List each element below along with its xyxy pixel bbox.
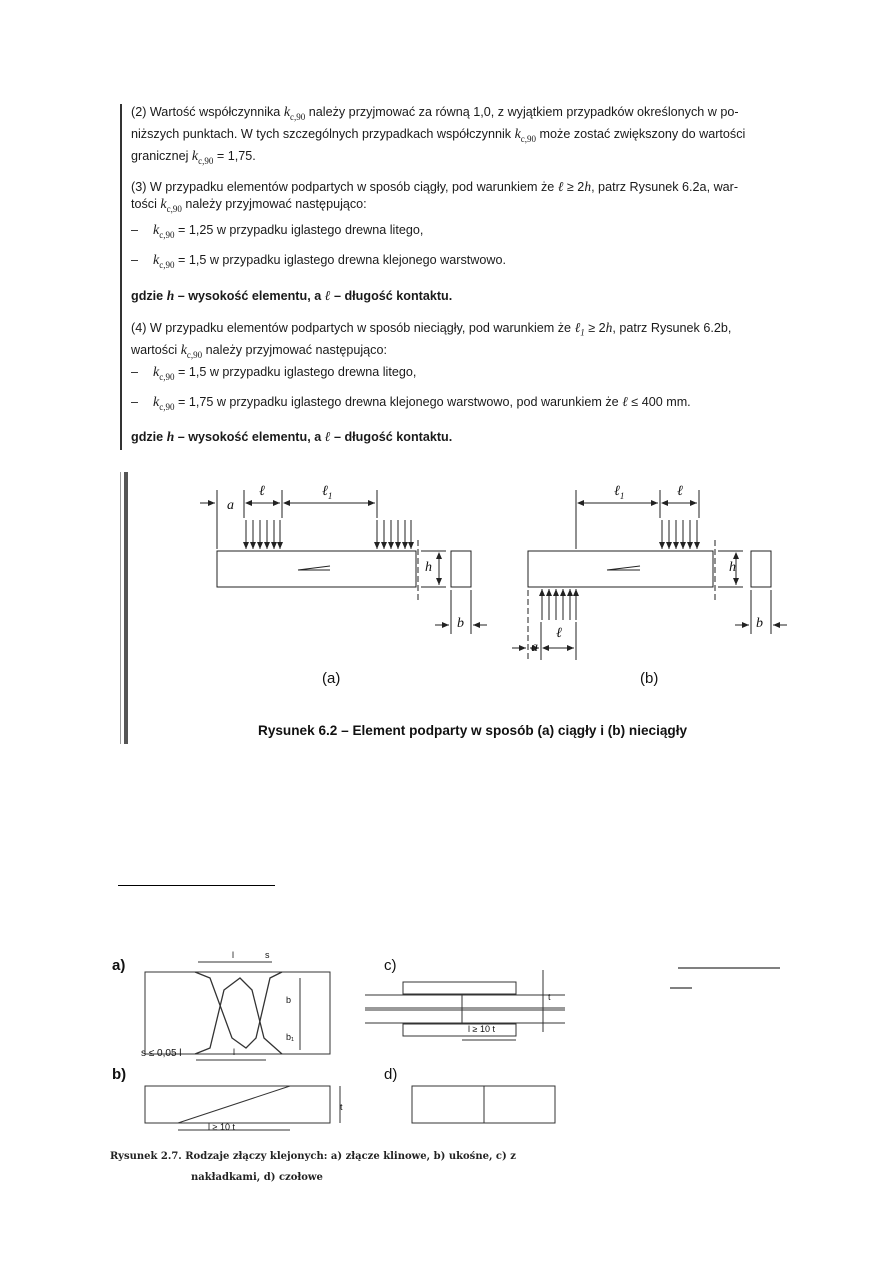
dim-label-l: ℓ (556, 626, 562, 641)
dim-label-b: b (457, 616, 464, 631)
fig27-s-label: s (265, 950, 270, 960)
fig27-b1-label: b₁ (286, 1032, 295, 1042)
load-arrows-a2 (377, 520, 411, 549)
fig27-t-label: t (548, 992, 551, 1002)
paragraph-3: (3) W przypadku elementów podpartych w sposób ciągły, pod warunkiem że ℓ ≥ 2h, patrz Rysunek 6.2a, war- tości $k_{c,90}$ należy przyjmować następująco: (131, 179, 739, 214)
list-item: – $k_{c,90} = 1,75$ w przypadku iglastego drewna klejonego warstwowo, pod warunkiem że ℓ ≤ 400 mm. (131, 394, 691, 412)
beam-b (528, 551, 713, 587)
fig27-l-label: l (232, 950, 234, 960)
dim-label-b: b (756, 616, 763, 631)
paragraph-2: (2) Wartość współczynnika $k_{c,90}$ należy przyjmować za równą 1,0, z wyjątkiem przypadków określonych w po- niższych punktach. W tych szczególnych przypadkach współczynnik $k_{c,90}$ może zostać zwiększony do wartości granicznej $k_{c,90} = 1,75$. (131, 105, 746, 166)
dim-label-l1: ℓ$_1$ (322, 484, 333, 501)
fig27-label-c: c) (384, 957, 397, 974)
paragraph-4: (4) W przypadku elementów podpartych w sposób nieciągły, pod warunkiem że ℓ$_1$ ≥ 2h, patrz Rysunek 6.2b, wartości $k_{c,90}$ należy przyjmować następująco: (131, 320, 732, 360)
fig27-s-condition: s ≤ 0,05 l (141, 1048, 182, 1059)
figure-2-7-diagram (0, 940, 893, 1140)
list-item: – $k_{c,90} = 1,25$ w przypadku iglastego drewna litego, (131, 223, 424, 240)
cross-section-b (751, 551, 771, 587)
fig27-t-label: t (340, 1102, 343, 1112)
fig27-l-label: l (233, 1047, 235, 1057)
list-item: – $k_{c,90} = 1,5$ w przypadku iglastego drewna klejonego warstwowo. (131, 253, 506, 270)
subfigure-label-a: (a) (322, 670, 341, 687)
load-arrows-b (662, 520, 697, 549)
subfigure-label-b: (b) (640, 670, 659, 687)
figure-2-7-caption-cont: nakładkami, d) czołowe (191, 1172, 323, 1183)
k-c90-symbol: $k_{c,90}$ (283, 105, 306, 122)
beam-a (217, 551, 416, 587)
load-arrows-a1 (246, 520, 280, 549)
fig27-b-label: b (286, 995, 292, 1005)
footnote-rule (118, 885, 275, 886)
dim-label-h: h (425, 560, 432, 575)
dim-label-l: ℓ (259, 484, 265, 499)
cross-section-a (451, 551, 471, 587)
dim-label-a: a (531, 640, 538, 655)
support-arrows-b (542, 589, 576, 620)
dim-label-l1: ℓ$_1$ (614, 484, 625, 501)
dim-label-a: a (227, 498, 234, 513)
figure-2-7-caption: Rysunek 2.7. Rodzaje złączy klejonych: a) złącze klinowe, b) ukośne, c) z (110, 1151, 516, 1162)
fig27-length-c: l ≥ 10 t (468, 1024, 495, 1034)
fig27-length-b: l ≥ 10 t (208, 1122, 235, 1132)
fig27-label-b: b) (112, 1066, 127, 1083)
dim-label-l: ℓ (677, 484, 683, 499)
list-item: – $k_{c,90} = 1,5$ w przypadku iglastego drewna litego, (131, 365, 417, 382)
dim-label-h: h (729, 560, 736, 575)
fig27-label-a: a) (112, 957, 126, 974)
where-definition-1: gdzie h – wysokość elementu, a ℓ – długość kontaktu. (131, 288, 453, 303)
figure-6-2-caption: Rysunek 6.2 – Element podparty w sposób (a) ciągły i (b) nieciągły (258, 723, 688, 738)
where-definition-2: gdzie h – wysokość elementu, a ℓ – długość kontaktu. (131, 429, 453, 444)
fig27-label-d: d) (384, 1066, 398, 1083)
